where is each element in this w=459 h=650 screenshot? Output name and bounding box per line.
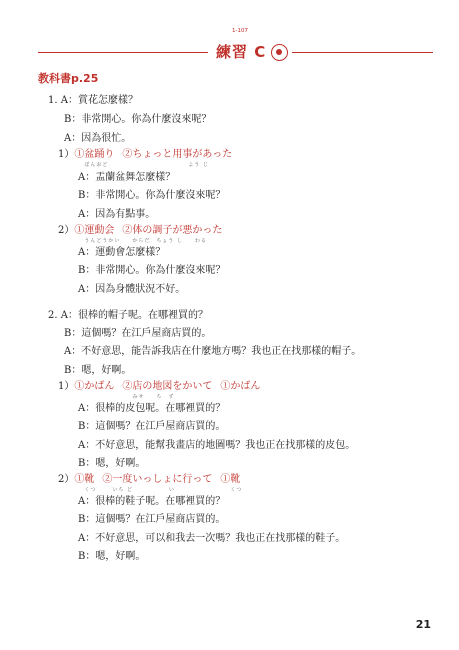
dialogue-line: B：非常開心。你為什麼沒來呢？ [78,190,226,201]
dialogue-line: A：因為有點事。 [78,209,156,220]
dialogue-line: 2. A：很棒的帽子呢。在哪裡買的？ [48,310,208,321]
furigana-reading: いち ど い [112,487,175,493]
substitution-number: 2） [58,474,75,485]
dialogue-line: A：盂蘭盆舞怎麼樣？ [78,172,176,183]
substitution-item [122,148,233,168]
furigana-reading: からだ ちょう し わる [132,238,207,244]
substitution-text: 運動会 [84,225,115,236]
furigana-reading: よう じ [188,162,209,168]
exercise-title: 練習 C [216,43,267,61]
substitution-text: 靴 [84,474,95,485]
substitution-number: 2） [58,225,75,236]
substitution-text: 店の地図をかいて [132,381,213,392]
dialogue-line: A：不好意思，可以和我去一次嗎？我也正在找那樣的鞋子。 [78,533,346,544]
substitution-item [74,380,114,394]
substitution-item [74,473,97,493]
substitution-item [122,380,213,400]
substitution-text: かばん [84,381,115,392]
substitution-item [220,473,243,493]
page-number: 21 [415,618,431,631]
header-title-box [208,40,292,66]
substitution-item [74,148,115,168]
circled-number: ② [102,474,113,485]
substitution-text: 靴 [230,474,241,485]
circled-number: ① [220,474,231,485]
substitution-row [58,148,240,168]
dialogue-line: B：嗯，好啊。 [64,365,132,376]
substitution-text: 一度いっしょに行って [112,474,213,485]
dialogue-line: B：嗯，好啊。 [78,458,146,469]
substitution-row [58,473,248,493]
substitution-text: 盆踊り [84,149,115,160]
dialogue-line: A：運動會怎麼樣？ [78,247,166,258]
substitution-number: 1） [58,381,75,392]
dialogue-line: B：這個嗎？在江戶屋商店買的。 [64,328,212,339]
dialogue-line: B：非常開心。你為什麼沒來呢？ [64,114,212,125]
furigana-reading: くつ [230,487,243,493]
exercise-header [38,38,433,68]
dialogue-line: B：這個嗎？在江戶屋商店買的。 [78,421,226,432]
circled-number: ② [122,381,133,392]
substitution-text: かばん [230,381,261,392]
substitution-item [102,473,213,493]
dialogue-line: A：不好意思，能幫我畫店的地圖嗎？我也正在找那樣的皮包。 [78,440,356,451]
circled-number: ① [74,474,85,485]
furigana-reading: うんどうかい [84,238,121,244]
dialogue-line: B：非常開心。你為什麼沒來呢？ [78,265,226,276]
circled-number: ① [74,381,85,392]
substitution-item [220,380,260,394]
audio-track-number: 1-107 [232,28,248,34]
dialogue-line: A：因為很忙。 [64,133,132,144]
circled-number: ① [74,225,85,236]
substitution-number: 1） [58,149,75,160]
substitution-text: 体の調子が悪かった [132,225,223,236]
substitution-item [122,224,223,244]
furigana-reading: みせ ち ず [132,394,175,400]
furigana-reading: ぼんおど [84,162,109,168]
circled-number: ① [74,149,85,160]
dialogue-line: A：不好意思，能告訴我店在什麼地方嗎？我也正在找那樣的帽子。 [64,346,362,357]
textbook-reference: 教科書p.25 [38,72,99,85]
dialogue-line: A：很棒的皮包呢。在哪裡買的？ [78,403,226,414]
circled-number: ① [220,381,231,392]
substitution-row [58,380,268,400]
dialogue-line: B：嗯，好啊。 [78,551,146,562]
dialogue-line: B：這個嗎？在江戶屋商店買的。 [78,514,226,525]
substitution-row [58,224,230,244]
furigana-reading: くつ [84,487,97,493]
dialogue-line: A：很棒的鞋子呢。在哪裡買的？ [78,496,226,507]
circled-number: ② [122,149,133,160]
dialogue-line: A：因為身體狀況不好。 [78,284,186,295]
substitution-item [74,224,121,244]
cd-audio-icon [271,44,288,61]
substitution-text: ちょっと用事があった [132,149,233,160]
circled-number: ② [122,225,133,236]
dialogue-line: 1. A：賞花怎麼樣？ [48,95,138,106]
